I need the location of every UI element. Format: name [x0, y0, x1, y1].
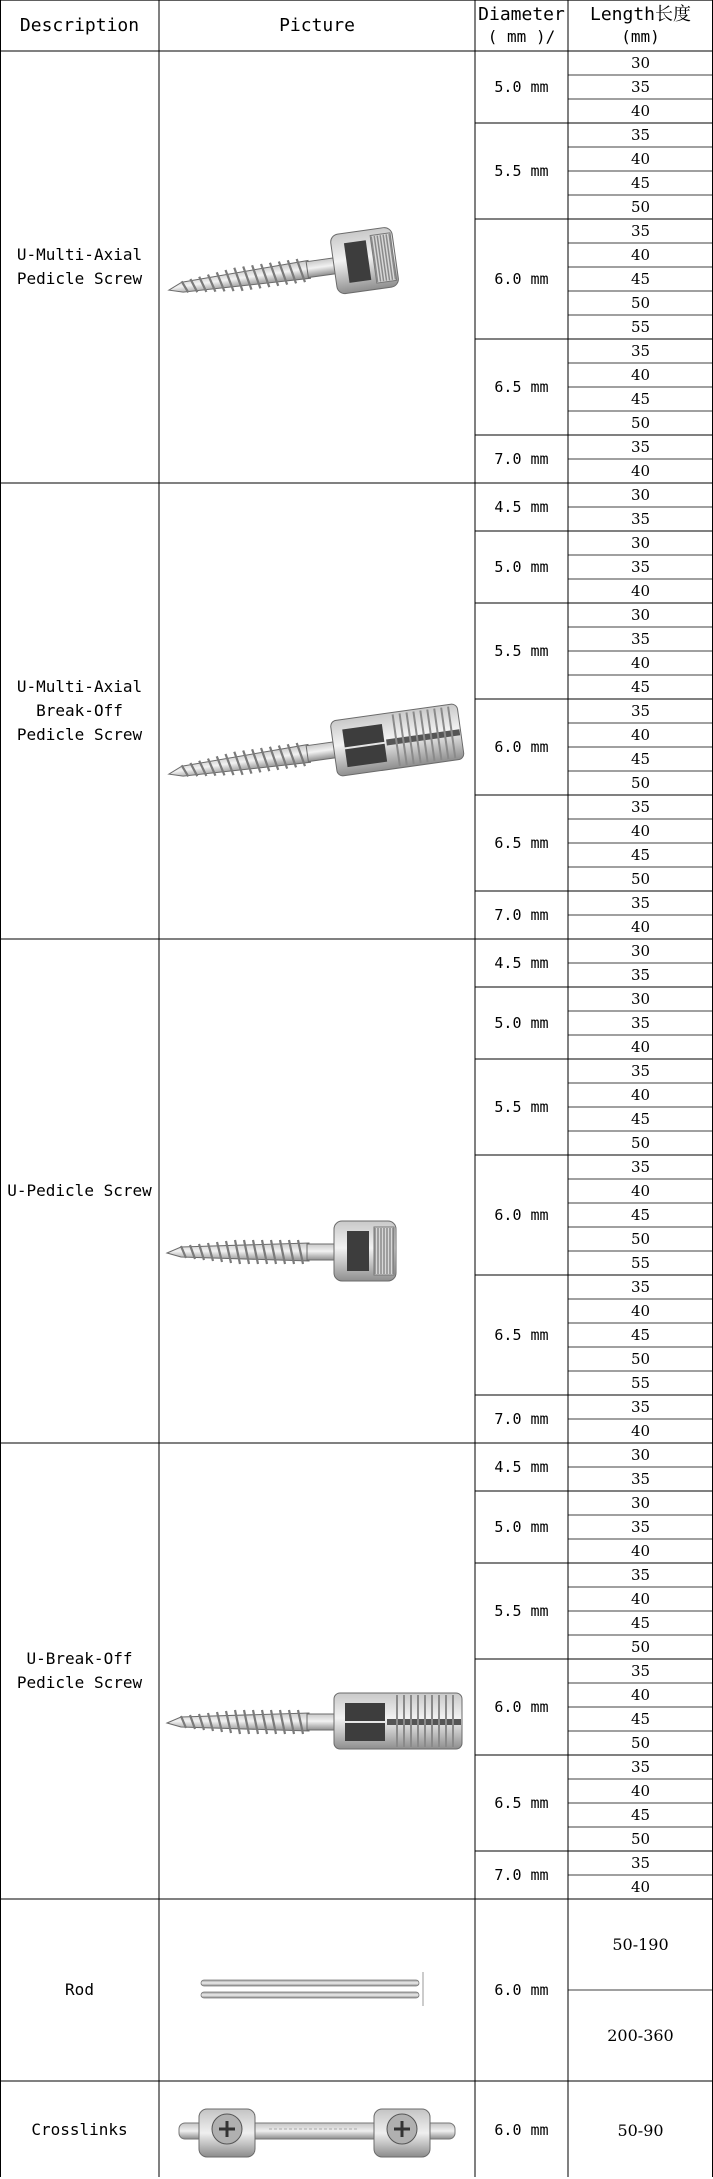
- length-value: 40: [630, 1686, 651, 1704]
- length-value: 35: [630, 1398, 651, 1416]
- length-value: 35: [630, 342, 651, 360]
- product-description: Rod: [65, 1980, 94, 1999]
- length-value: 35: [630, 1758, 651, 1776]
- diameter-value: 4.5 mm: [494, 954, 549, 972]
- length-value: 30: [630, 1446, 651, 1464]
- length-value: 35: [630, 78, 651, 96]
- length-value: 40: [630, 1086, 651, 1104]
- diameter-value: 6.5 mm: [494, 378, 549, 396]
- diameter-value: 6.0 mm: [494, 738, 549, 756]
- length-value: 40: [630, 102, 651, 120]
- length-value: 35: [630, 894, 651, 912]
- diameter-value: 6.0 mm: [494, 1698, 549, 1716]
- product-description: U-Pedicle Screw: [7, 1181, 152, 1200]
- length-value: 35: [630, 1158, 651, 1176]
- diameter-value: 6.5 mm: [494, 1326, 549, 1344]
- length-value: 50: [630, 1734, 651, 1752]
- length-value: 55: [630, 318, 651, 336]
- rod-icon: [159, 1899, 475, 2081]
- length-value: 35: [630, 222, 651, 240]
- length-value: 50: [630, 1350, 651, 1368]
- diameter-value: 6.5 mm: [494, 1794, 549, 1812]
- diameter-value: 7.0 mm: [494, 450, 549, 468]
- length-value: 40: [630, 1182, 651, 1200]
- length-value: 30: [630, 534, 651, 552]
- length-value: 40: [630, 918, 651, 936]
- product-description: U-Multi-Axial Break-Off Pedicle Screw: [16, 677, 143, 744]
- header-diameter: [475, 0, 568, 51]
- length-value: 35: [630, 1854, 651, 1872]
- length-value: 40: [630, 726, 651, 744]
- length-value: 45: [630, 174, 651, 192]
- diameter-value: 6.0 mm: [494, 1981, 549, 1999]
- length-value: 45: [630, 390, 651, 408]
- diameter-value: 5.5 mm: [494, 162, 549, 180]
- diameter-value: 7.0 mm: [494, 1410, 549, 1428]
- product-description: U-Break-Off Pedicle Screw: [16, 1649, 143, 1692]
- length-value: 50: [630, 1830, 651, 1848]
- length-value: 35: [630, 510, 651, 528]
- diameter-value: 5.5 mm: [494, 1602, 549, 1620]
- length-value: 50: [630, 198, 651, 216]
- length-value: 40: [630, 1038, 651, 1056]
- length-value: 45: [630, 1710, 651, 1728]
- header-picture: Picture: [279, 14, 355, 36]
- diameter-value: 5.0 mm: [494, 1014, 549, 1032]
- length-value: 35: [630, 558, 651, 576]
- length-value: 200-360: [607, 2026, 674, 2045]
- length-value: 45: [630, 678, 651, 696]
- length-value: 35: [630, 1662, 651, 1680]
- header-length-line1: Length长度: [589, 3, 692, 25]
- diameter-value: 5.0 mm: [494, 78, 549, 96]
- length-value: 50: [630, 414, 651, 432]
- length-value: 35: [630, 1518, 651, 1536]
- length-value: 50: [630, 774, 651, 792]
- crosslink-icon: [159, 2081, 475, 2179]
- length-value: 40: [630, 582, 651, 600]
- length-value: 50: [630, 870, 651, 888]
- header-length: [568, 0, 713, 51]
- length-value: 30: [630, 54, 651, 72]
- length-value: 45: [630, 1206, 651, 1224]
- header-length-line2: (mm): [621, 26, 660, 46]
- length-value: 40: [630, 1878, 651, 1896]
- diameter-value: 6.0 mm: [494, 270, 549, 288]
- length-value: 45: [630, 846, 651, 864]
- length-value: 45: [630, 1614, 651, 1632]
- length-value: 50-90: [617, 2120, 664, 2140]
- diameter-value: 4.5 mm: [494, 498, 549, 516]
- length-value: 40: [630, 1782, 651, 1800]
- length-value: 40: [630, 822, 651, 840]
- product-description: Crosslinks: [31, 2120, 128, 2139]
- multi-axial-break-off-screw-icon: [159, 483, 475, 939]
- length-value: 40: [630, 1422, 651, 1440]
- product-description: U-Multi-Axial Pedicle Screw: [16, 245, 143, 288]
- diameter-value: 5.0 mm: [494, 558, 549, 576]
- length-value: 35: [630, 630, 651, 648]
- length-value: 40: [630, 1542, 651, 1560]
- diameter-value: 7.0 mm: [494, 906, 549, 924]
- length-value: 40: [630, 654, 651, 672]
- length-value: 30: [630, 990, 651, 1008]
- diameter-value: 5.5 mm: [494, 642, 549, 660]
- length-value: 45: [630, 1110, 651, 1128]
- length-value: 35: [630, 438, 651, 456]
- length-value: 40: [630, 150, 651, 168]
- length-value: 30: [630, 942, 651, 960]
- length-value: 45: [630, 750, 651, 768]
- length-value: 50-190: [612, 1935, 669, 1954]
- length-value: 35: [630, 1278, 651, 1296]
- length-value: 45: [630, 1806, 651, 1824]
- header-description: Description: [19, 14, 140, 36]
- diameter-value: 6.5 mm: [494, 834, 549, 852]
- header-diameter-line2: ( mm )/: [487, 26, 556, 46]
- length-value: 40: [630, 366, 651, 384]
- length-value: 50: [630, 1134, 651, 1152]
- length-value: 55: [630, 1374, 651, 1392]
- length-value: 50: [630, 294, 651, 312]
- length-value: 35: [630, 1062, 651, 1080]
- length-value: 35: [630, 966, 651, 984]
- length-value: 50: [630, 1638, 651, 1656]
- diameter-value: 5.0 mm: [494, 1518, 549, 1536]
- length-value: 40: [630, 246, 651, 264]
- length-value: 45: [630, 1326, 651, 1344]
- length-value: 35: [630, 1014, 651, 1032]
- length-value: 55: [630, 1254, 651, 1272]
- length-value: 35: [630, 798, 651, 816]
- length-value: 40: [630, 462, 651, 480]
- length-value: 45: [630, 270, 651, 288]
- length-value: 35: [630, 1566, 651, 1584]
- pedicle-screw-icon: [159, 939, 475, 1443]
- diameter-value: 7.0 mm: [494, 1866, 549, 1884]
- multi-axial-pedicle-screw-icon: [159, 51, 475, 483]
- length-value: 30: [630, 486, 651, 504]
- diameter-value: 6.0 mm: [494, 2121, 549, 2139]
- header-diameter-line1: Diameter: [478, 3, 565, 25]
- length-value: 35: [630, 702, 651, 720]
- length-value: 30: [630, 606, 651, 624]
- diameter-value: 6.0 mm: [494, 1206, 549, 1224]
- length-value: 40: [630, 1302, 651, 1320]
- diameter-value: 5.5 mm: [494, 1098, 549, 1116]
- length-value: 40: [630, 1590, 651, 1608]
- length-value: 50: [630, 1230, 651, 1248]
- diameter-value: 4.5 mm: [494, 1458, 549, 1476]
- break-off-pedicle-screw-icon: [159, 1443, 475, 1899]
- length-value: 35: [630, 126, 651, 144]
- length-value: 35: [630, 1470, 651, 1488]
- length-value: 30: [630, 1494, 651, 1512]
